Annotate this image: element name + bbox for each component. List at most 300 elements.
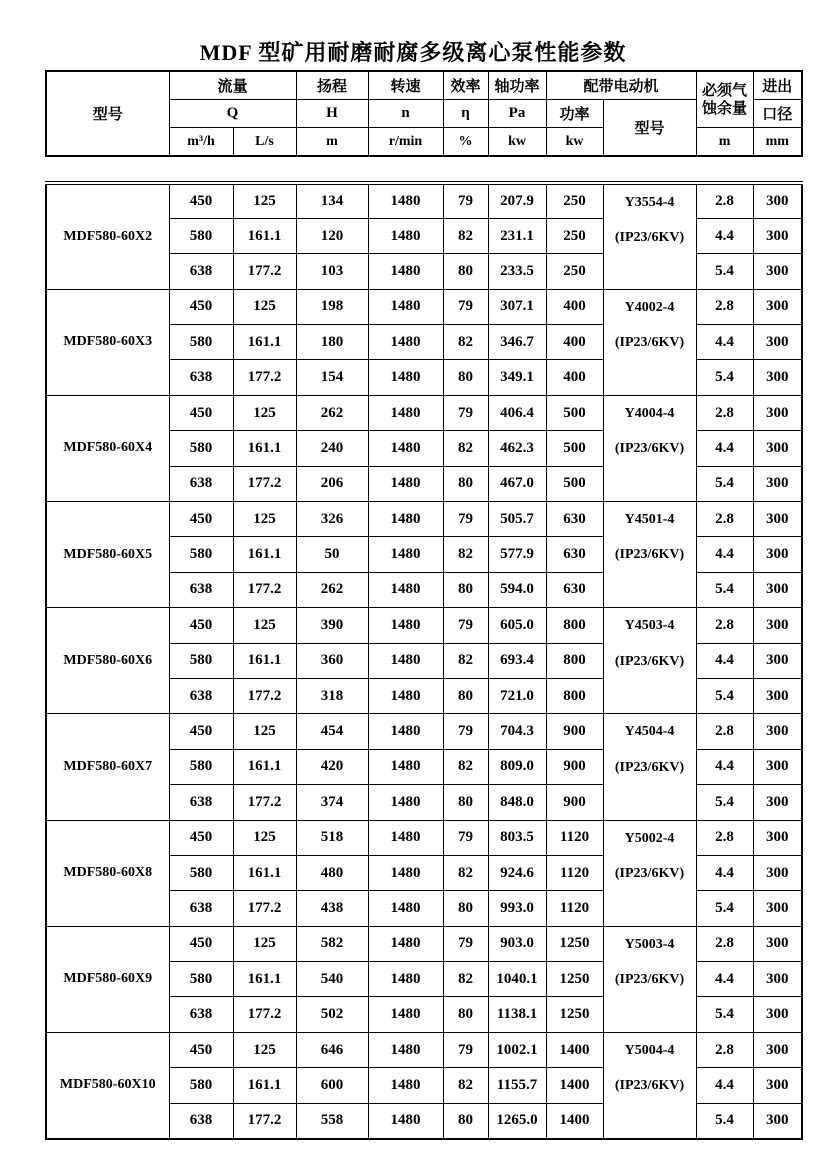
flow-m3h-cell: 638 (169, 997, 233, 1032)
motor-power-cell: 1400 (546, 1068, 603, 1103)
motor-power-cell: 1120 (546, 820, 603, 855)
motor-model: Y4504-4 (624, 724, 675, 740)
flow-ls-cell: 161.1 (233, 431, 296, 466)
unit-diameter: mm (753, 128, 802, 157)
motor-spec: (IP23/6KV) (614, 865, 685, 881)
diameter-cell: 300 (753, 926, 802, 961)
flow-ls-cell: 125 (233, 608, 296, 643)
npsh-cell: 2.8 (696, 926, 753, 961)
npsh-cell: 5.4 (696, 997, 753, 1032)
diameter-cell: 300 (753, 643, 802, 678)
col-header-speed: 转速 (368, 71, 443, 100)
npsh-label-line1: 必须气 (702, 82, 748, 99)
flow-m3h-cell: 580 (169, 643, 233, 678)
diameter-cell: 300 (753, 1103, 802, 1138)
motor-power-cell: 400 (546, 325, 603, 360)
diameter-cell: 300 (753, 855, 802, 890)
body-table (45, 181, 803, 1140)
speed-cell: 1480 (368, 608, 443, 643)
npsh-cell: 2.8 (696, 820, 753, 855)
head-cell: 438 (296, 891, 368, 926)
flow-ls-cell: 161.1 (233, 749, 296, 784)
flow-m3h-cell: 638 (169, 360, 233, 395)
motor-model-cell (603, 289, 696, 395)
head-cell: 558 (296, 1103, 368, 1138)
flow-ls-cell: 161.1 (233, 855, 296, 890)
motor-power-cell: 630 (546, 537, 603, 572)
flow-ls-cell: 125 (233, 926, 296, 961)
diameter-cell: 300 (753, 1068, 802, 1103)
header-row-1 (46, 71, 802, 100)
flow-m3h-cell: 450 (169, 820, 233, 855)
motor-model: Y4004-4 (624, 405, 675, 421)
shaft-power-cell: 704.3 (488, 714, 546, 749)
table-row (46, 1032, 802, 1067)
npsh-cell: 5.4 (696, 360, 753, 395)
efficiency-cell: 79 (443, 820, 488, 855)
efficiency-cell: 82 (443, 749, 488, 784)
speed-cell: 1480 (368, 502, 443, 537)
unit-shaft-power: kw (488, 128, 546, 157)
diameter-cell: 300 (753, 608, 802, 643)
efficiency-cell: 82 (443, 325, 488, 360)
body-rows (46, 183, 802, 1139)
efficiency-cell: 80 (443, 254, 488, 289)
motor-power-cell: 250 (546, 183, 603, 218)
head-cell: 480 (296, 855, 368, 890)
efficiency-cell: 80 (443, 891, 488, 926)
motor-power-cell: 1400 (546, 1032, 603, 1067)
head-cell: 154 (296, 360, 368, 395)
shaft-power-cell: 721.0 (488, 678, 546, 713)
efficiency-cell: 79 (443, 183, 488, 218)
head-cell: 582 (296, 926, 368, 961)
efficiency-cell: 82 (443, 218, 488, 253)
head-cell: 240 (296, 431, 368, 466)
shaft-power-cell: 349.1 (488, 360, 546, 395)
flow-m3h-cell: 450 (169, 183, 233, 218)
shaft-power-cell: 1138.1 (488, 997, 546, 1032)
efficiency-cell: 82 (443, 537, 488, 572)
npsh-cell: 2.8 (696, 183, 753, 218)
flow-ls-cell: 177.2 (233, 466, 296, 501)
flow-m3h-cell: 450 (169, 289, 233, 324)
flow-m3h-cell: 580 (169, 431, 233, 466)
speed-cell: 1480 (368, 395, 443, 430)
motor-spec: (IP23/6KV) (614, 653, 685, 669)
col-header-motor-model: 型号 (603, 100, 696, 157)
head-cell: 420 (296, 749, 368, 784)
pump-model-cell: MDF580-60X5 (46, 502, 169, 608)
motor-power-cell: 800 (546, 643, 603, 678)
header-table (45, 70, 803, 157)
speed-cell: 1480 (368, 855, 443, 890)
unit-speed: r/min (368, 128, 443, 157)
speed-cell: 1480 (368, 643, 443, 678)
npsh-cell: 5.4 (696, 254, 753, 289)
npsh-cell: 4.4 (696, 325, 753, 360)
flow-m3h-cell: 580 (169, 1068, 233, 1103)
motor-power-cell: 250 (546, 218, 603, 253)
efficiency-cell: 79 (443, 395, 488, 430)
speed-cell: 1480 (368, 254, 443, 289)
head-cell: 206 (296, 466, 368, 501)
diameter-cell: 300 (753, 183, 802, 218)
speed-cell: 1480 (368, 1103, 443, 1138)
npsh-cell: 2.8 (696, 395, 753, 430)
speed-cell: 1480 (368, 714, 443, 749)
motor-model-cell (603, 395, 696, 501)
npsh-cell: 2.8 (696, 608, 753, 643)
efficiency-cell: 79 (443, 926, 488, 961)
diameter-cell: 300 (753, 1032, 802, 1067)
efficiency-cell: 80 (443, 360, 488, 395)
diameter-cell: 300 (753, 678, 802, 713)
pump-model-cell: MDF580-60X8 (46, 820, 169, 926)
efficiency-cell: 79 (443, 608, 488, 643)
speed-cell: 1480 (368, 325, 443, 360)
motor-power-cell: 500 (546, 466, 603, 501)
motor-model: Y5004-4 (624, 1042, 675, 1058)
npsh-cell: 4.4 (696, 218, 753, 253)
efficiency-cell: 79 (443, 289, 488, 324)
efficiency-cell: 80 (443, 572, 488, 607)
symbol-efficiency: η (443, 100, 488, 128)
pump-model-cell: MDF580-60X6 (46, 608, 169, 714)
npsh-cell: 5.4 (696, 572, 753, 607)
efficiency-cell: 82 (443, 431, 488, 466)
symbol-shaft-power: Pa (488, 100, 546, 128)
speed-cell: 1480 (368, 431, 443, 466)
speed-cell: 1480 (368, 218, 443, 253)
shaft-power-cell: 803.5 (488, 820, 546, 855)
col-header-model: 型号 (46, 71, 169, 156)
flow-m3h-cell: 580 (169, 325, 233, 360)
shaft-power-cell: 848.0 (488, 785, 546, 820)
head-cell: 318 (296, 678, 368, 713)
diameter-cell: 300 (753, 395, 802, 430)
npsh-label-line2: 蚀余量 (702, 100, 748, 117)
shaft-power-cell: 505.7 (488, 502, 546, 537)
flow-ls-cell: 177.2 (233, 1103, 296, 1138)
motor-model-cell (603, 714, 696, 820)
motor-power-cell: 900 (546, 714, 603, 749)
flow-m3h-cell: 450 (169, 608, 233, 643)
diameter-cell: 300 (753, 572, 802, 607)
speed-cell: 1480 (368, 572, 443, 607)
motor-power-cell: 800 (546, 678, 603, 713)
col-header-head: 扬程 (296, 71, 368, 100)
flow-ls-cell: 177.2 (233, 891, 296, 926)
flow-m3h-cell: 450 (169, 1032, 233, 1067)
head-cell: 198 (296, 289, 368, 324)
npsh-cell: 4.4 (696, 855, 753, 890)
head-cell: 540 (296, 962, 368, 997)
pump-model-cell: MDF580-60X4 (46, 395, 169, 501)
npsh-cell: 4.4 (696, 962, 753, 997)
shaft-power-cell: 231.1 (488, 218, 546, 253)
motor-model-cell (603, 1032, 696, 1138)
shaft-power-cell: 693.4 (488, 643, 546, 678)
flow-m3h-cell: 638 (169, 466, 233, 501)
table-row (46, 183, 802, 218)
flow-m3h-cell: 580 (169, 855, 233, 890)
pump-model-cell: MDF580-60X2 (46, 183, 169, 289)
motor-power-cell: 900 (546, 785, 603, 820)
head-cell: 374 (296, 785, 368, 820)
flow-m3h-cell: 638 (169, 678, 233, 713)
speed-cell: 1480 (368, 926, 443, 961)
flow-m3h-cell: 450 (169, 926, 233, 961)
flow-m3h-cell: 638 (169, 572, 233, 607)
motor-power-cell: 1250 (546, 926, 603, 961)
col-header-inout: 进出 (753, 71, 802, 100)
speed-cell: 1480 (368, 537, 443, 572)
diameter-cell: 300 (753, 431, 802, 466)
motor-power-cell: 1120 (546, 891, 603, 926)
flow-ls-cell: 161.1 (233, 537, 296, 572)
unit-motor-power: kw (546, 128, 603, 157)
flow-ls-cell: 177.2 (233, 254, 296, 289)
efficiency-cell: 80 (443, 997, 488, 1032)
speed-cell: 1480 (368, 360, 443, 395)
head-cell: 103 (296, 254, 368, 289)
flow-ls-cell: 125 (233, 183, 296, 218)
col-header-diameter: 口径 (753, 100, 802, 128)
flow-ls-cell: 125 (233, 395, 296, 430)
diameter-cell: 300 (753, 714, 802, 749)
motor-spec: (IP23/6KV) (614, 1078, 685, 1094)
pump-model-cell: MDF580-60X9 (46, 926, 169, 1032)
head-cell: 390 (296, 608, 368, 643)
unit-flow-m3h: m³/h (169, 128, 233, 157)
shaft-power-cell: 1002.1 (488, 1032, 546, 1067)
flow-ls-cell: 161.1 (233, 325, 296, 360)
motor-model: Y5002-4 (624, 830, 675, 846)
flow-ls-cell: 177.2 (233, 572, 296, 607)
speed-cell: 1480 (368, 183, 443, 218)
shaft-power-cell: 307.1 (488, 289, 546, 324)
shaft-power-cell: 924.6 (488, 855, 546, 890)
npsh-cell: 4.4 (696, 1068, 753, 1103)
flow-ls-cell: 161.1 (233, 643, 296, 678)
shaft-power-cell: 1155.7 (488, 1068, 546, 1103)
flow-m3h-cell: 580 (169, 749, 233, 784)
motor-spec: (IP23/6KV) (614, 547, 685, 563)
page-title: MDF 型矿用耐磨耐腐多级离心泵性能参数 (199, 40, 627, 65)
npsh-cell: 4.4 (696, 537, 753, 572)
flow-m3h-cell: 580 (169, 537, 233, 572)
npsh-cell: 5.4 (696, 1103, 753, 1138)
flow-ls-cell: 161.1 (233, 962, 296, 997)
shaft-power-cell: 1265.0 (488, 1103, 546, 1138)
efficiency-cell: 79 (443, 502, 488, 537)
head-cell: 360 (296, 643, 368, 678)
flow-ls-cell: 177.2 (233, 997, 296, 1032)
npsh-cell: 4.4 (696, 431, 753, 466)
motor-model-cell (603, 608, 696, 714)
speed-cell: 1480 (368, 1068, 443, 1103)
speed-cell: 1480 (368, 997, 443, 1032)
diameter-cell: 300 (753, 820, 802, 855)
flow-ls-cell: 161.1 (233, 218, 296, 253)
flow-m3h-cell: 638 (169, 785, 233, 820)
efficiency-cell: 82 (443, 962, 488, 997)
table-row (46, 926, 802, 961)
unit-head: m (296, 128, 368, 157)
npsh-cell: 5.4 (696, 785, 753, 820)
npsh-cell: 2.8 (696, 714, 753, 749)
head-cell: 454 (296, 714, 368, 749)
motor-power-cell: 900 (546, 749, 603, 784)
npsh-cell: 2.8 (696, 1032, 753, 1067)
efficiency-cell: 82 (443, 643, 488, 678)
shaft-power-cell: 233.5 (488, 254, 546, 289)
shaft-power-cell: 809.0 (488, 749, 546, 784)
speed-cell: 1480 (368, 678, 443, 713)
speed-cell: 1480 (368, 891, 443, 926)
table-row (46, 608, 802, 643)
pump-model-cell: MDF580-60X3 (46, 289, 169, 395)
motor-model-cell (603, 820, 696, 926)
motor-spec: (IP23/6KV) (614, 759, 685, 775)
motor-model-cell (603, 926, 696, 1032)
motor-spec: (IP23/6KV) (614, 230, 685, 246)
motor-power-cell: 1120 (546, 855, 603, 890)
head-cell: 180 (296, 325, 368, 360)
speed-cell: 1480 (368, 785, 443, 820)
flow-m3h-cell: 638 (169, 891, 233, 926)
npsh-cell: 4.4 (696, 643, 753, 678)
table-row (46, 502, 802, 537)
motor-model: Y4503-4 (624, 618, 675, 634)
npsh-cell: 4.4 (696, 749, 753, 784)
unit-efficiency: % (443, 128, 488, 157)
motor-power-cell: 400 (546, 289, 603, 324)
efficiency-cell: 79 (443, 1032, 488, 1067)
motor-power-cell: 800 (546, 608, 603, 643)
shaft-power-cell: 594.0 (488, 572, 546, 607)
head-cell: 502 (296, 997, 368, 1032)
table-row (46, 820, 802, 855)
col-header-efficiency: 效率 (443, 71, 488, 100)
shaft-power-cell: 993.0 (488, 891, 546, 926)
efficiency-cell: 79 (443, 714, 488, 749)
head-cell: 262 (296, 395, 368, 430)
table-row (46, 289, 802, 324)
motor-power-cell: 1250 (546, 997, 603, 1032)
symbol-head: H (296, 100, 368, 128)
motor-spec: (IP23/6KV) (614, 441, 685, 457)
flow-m3h-cell: 450 (169, 714, 233, 749)
head-cell: 120 (296, 218, 368, 253)
diameter-cell: 300 (753, 360, 802, 395)
diameter-cell: 300 (753, 537, 802, 572)
flow-ls-cell: 177.2 (233, 360, 296, 395)
npsh-cell: 5.4 (696, 466, 753, 501)
head-cell: 262 (296, 572, 368, 607)
head-cell: 326 (296, 502, 368, 537)
head-cell: 600 (296, 1068, 368, 1103)
diameter-cell: 300 (753, 891, 802, 926)
pump-model-cell: MDF580-60X10 (46, 1032, 169, 1138)
diameter-cell: 300 (753, 502, 802, 537)
diameter-cell: 300 (753, 749, 802, 784)
speed-cell: 1480 (368, 466, 443, 501)
shaft-power-cell: 207.9 (488, 183, 546, 218)
diameter-cell: 300 (753, 218, 802, 253)
motor-model-cell (603, 502, 696, 608)
speed-cell: 1480 (368, 289, 443, 324)
flow-ls-cell: 125 (233, 289, 296, 324)
efficiency-cell: 82 (443, 1068, 488, 1103)
flow-ls-cell: 125 (233, 1032, 296, 1067)
efficiency-cell: 80 (443, 785, 488, 820)
motor-power-cell: 500 (546, 431, 603, 466)
shaft-power-cell: 467.0 (488, 466, 546, 501)
head-cell: 646 (296, 1032, 368, 1067)
motor-model: Y3554-4 (624, 195, 675, 210)
col-header-shaft-power: 轴功率 (488, 71, 546, 100)
shaft-power-cell: 605.0 (488, 608, 546, 643)
shaft-power-cell: 406.4 (488, 395, 546, 430)
npsh-cell: 5.4 (696, 678, 753, 713)
head-cell: 50 (296, 537, 368, 572)
flow-m3h-cell: 450 (169, 502, 233, 537)
motor-power-cell: 250 (546, 254, 603, 289)
efficiency-cell: 80 (443, 466, 488, 501)
diameter-cell: 300 (753, 254, 802, 289)
motor-model-cell (603, 183, 696, 289)
head-cell: 134 (296, 183, 368, 218)
shaft-power-cell: 903.0 (488, 926, 546, 961)
speed-cell: 1480 (368, 749, 443, 784)
speed-cell: 1480 (368, 1032, 443, 1067)
flow-m3h-cell: 450 (169, 395, 233, 430)
npsh-cell: 2.8 (696, 289, 753, 324)
motor-model: Y4501-4 (624, 512, 675, 528)
motor-model: Y5003-4 (624, 936, 675, 952)
flow-ls-cell: 125 (233, 820, 296, 855)
col-header-motor-power: 功率 (546, 100, 603, 128)
flow-ls-cell: 177.2 (233, 678, 296, 713)
flow-m3h-cell: 580 (169, 962, 233, 997)
motor-power-cell: 500 (546, 395, 603, 430)
col-header-flow: 流量 (169, 71, 296, 100)
motor-model: Y4002-4 (624, 299, 675, 315)
motor-power-cell: 1400 (546, 1103, 603, 1138)
efficiency-cell: 80 (443, 678, 488, 713)
symbol-speed: n (368, 100, 443, 128)
diameter-cell: 300 (753, 997, 802, 1032)
shaft-power-cell: 346.7 (488, 325, 546, 360)
col-header-npsh (696, 71, 753, 128)
flow-m3h-cell: 638 (169, 254, 233, 289)
npsh-cell: 5.4 (696, 891, 753, 926)
efficiency-cell: 80 (443, 1103, 488, 1138)
shaft-power-cell: 1040.1 (488, 962, 546, 997)
motor-power-cell: 1250 (546, 962, 603, 997)
col-header-motor: 配带电动机 (546, 71, 696, 100)
diameter-cell: 300 (753, 289, 802, 324)
flow-ls-cell: 125 (233, 502, 296, 537)
head-cell: 518 (296, 820, 368, 855)
shaft-power-cell: 462.3 (488, 431, 546, 466)
npsh-cell: 2.8 (696, 502, 753, 537)
diameter-cell: 300 (753, 466, 802, 501)
table-row (46, 395, 802, 430)
diameter-cell: 300 (753, 785, 802, 820)
